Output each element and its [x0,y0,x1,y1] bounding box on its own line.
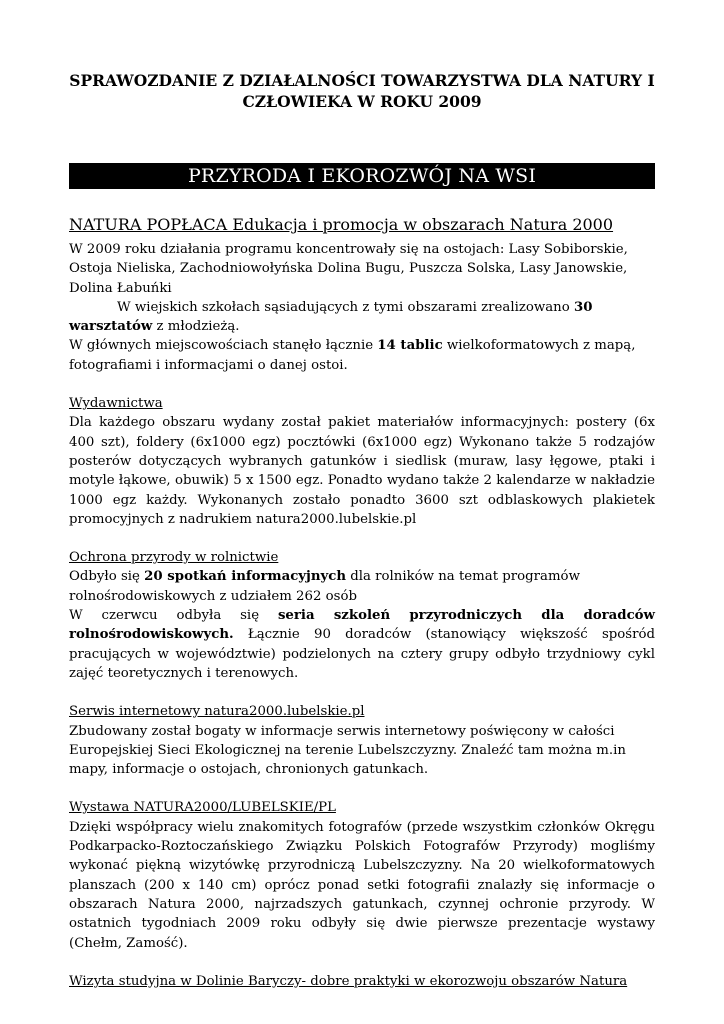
spacer [69,683,655,702]
report-title-line-1: SPRAWOZDANIE Z DZIAŁALNOŚCI TOWARZYSTWA DLA NATURY I [69,71,655,90]
text-run: Łącznie 90 doradców (stanowiący większość spośród pracujących w województwie) podzielonych na cztery grupy odbyło trzydniowy cykl zajęć teoretycznych i terenowych. [69,627,655,681]
report-body [69,240,655,991]
intro-paragraph-3 [69,336,655,375]
report-title-line-2: CZŁOWIEKA W ROKU 2009 [242,92,482,111]
text-run: Odbyło się [69,569,145,585]
text-run: W wiejskich szkołach sąsiadujących z tymi obszarami zrealizowano [117,299,574,315]
section-heading-ochrona: Ochrona przyrody w rolnictwie [69,550,279,566]
training-series: seria szkoleń przyrodniczych dla doradców rolnośrodowiskowych. [69,608,655,643]
intro-paragraph-2 [69,298,655,337]
text-run: W czerwcu odbyła się [69,608,278,624]
boards-count: 14 tablic [377,338,443,354]
meetings-count: 20 spotkań informacyjnych [144,569,346,585]
section-heading-serwis: Serwis internetowy natura2000.lubelskie.pl [69,704,365,720]
workshops-count: 30 warsztatów [69,299,593,335]
program-subtitle: NATURA POPŁACA Edukacja i promocja w obszarach Natura 2000 [69,215,614,234]
ochrona-paragraph-1 [69,567,655,606]
ochrona-paragraph-2 [69,606,655,683]
section-banner: PRZYRODA I EKOROZWÓJ NA WSI [69,163,655,189]
spacer [69,779,655,798]
wystawa-paragraph: Dzięki współpracy wielu znakomitych fotografów (przede wszystkim członków Okręgu Podkarpacko-Roztoczańskiego Związku Polskich Fotografów Przyrody) mogliśmy wykonać piękną wizytówkę przyrodniczą Lubelszczyzny. Na 20 wielkoformatowych planszach (200 x 140 cm) oprócz ponad setki fotografii znalazły się informacje o obszarach Natura 2000, najrzadszych gatunkach, czynnej ochronie przyrody. W ostatnich tygodniach 2009 roku odbyły się dwie pierwsze prezentacje wystawy (Chełm, Zamość). [69,819,655,951]
spacer [69,529,655,548]
section-heading-wydawnictwa: Wydawnictwa [69,396,163,412]
text-run: W głównych miejscowościach stanęło łącznie [69,338,378,354]
section-heading-wystawa: Wystawa NATURA2000/LUBELSKIE/PL [69,800,336,816]
section-heading-wizyta: Wizyta studyjna w Dolinie Baryczy- dobre praktyki w ekorozwoju obszarów Natura [69,973,628,989]
intro-paragraph-1: W 2009 roku działania programu koncentrowały się na ostojach: Lasy Sobiborskie, Ostoja Nieliska, Zachodniowołyńska Dolina Bugu, Puszcza Solska, Lasy Janowskie, Dolina Łabuńki [69,242,628,296]
text-run: dla rolników na temat programów rolnośrodowiskowych z udziałem 262 osób [69,569,580,604]
wydawnictwa-paragraph: Dla każdego obszaru wydany został pakiet materiałów informacyjnych: postery (6x 400 szt), foldery (6x1000 egz) pocztówki (6x1000 egz) Wykonano także 5 rodzajów posterów dotyczących wybranych gatunków i siedlisk (muraw, lasy łęgowe, ptaki i motyle łąkowe, obuwik) 5 x 1500 egz. Ponadto wydano także 2 kalendarze w nakładzie 1000 egz każdy. Wykonanych zostało ponadto 3600 szt odblaskowych plakietek promocyjnych z nadrukiem natura2000.lubelskie.pl [69,415,655,527]
spacer [69,953,655,972]
spacer [69,375,655,394]
text-run: z młodzieżą. [152,319,240,335]
serwis-paragraph: Zbudowany został bogaty w informacje serwis internetowy poświęcony w całości Europejskiej Sieci Ekologicznej na terenie Lubelszczyzny. Znaleźć tam można m.in mapy, informacje o ostojach, chronionych gatunkach. [69,723,626,778]
text-run: wielkoformatowych z mapą, fotografiami i informacjami o danej ostoi. [69,338,636,373]
report-title [60,70,664,112]
